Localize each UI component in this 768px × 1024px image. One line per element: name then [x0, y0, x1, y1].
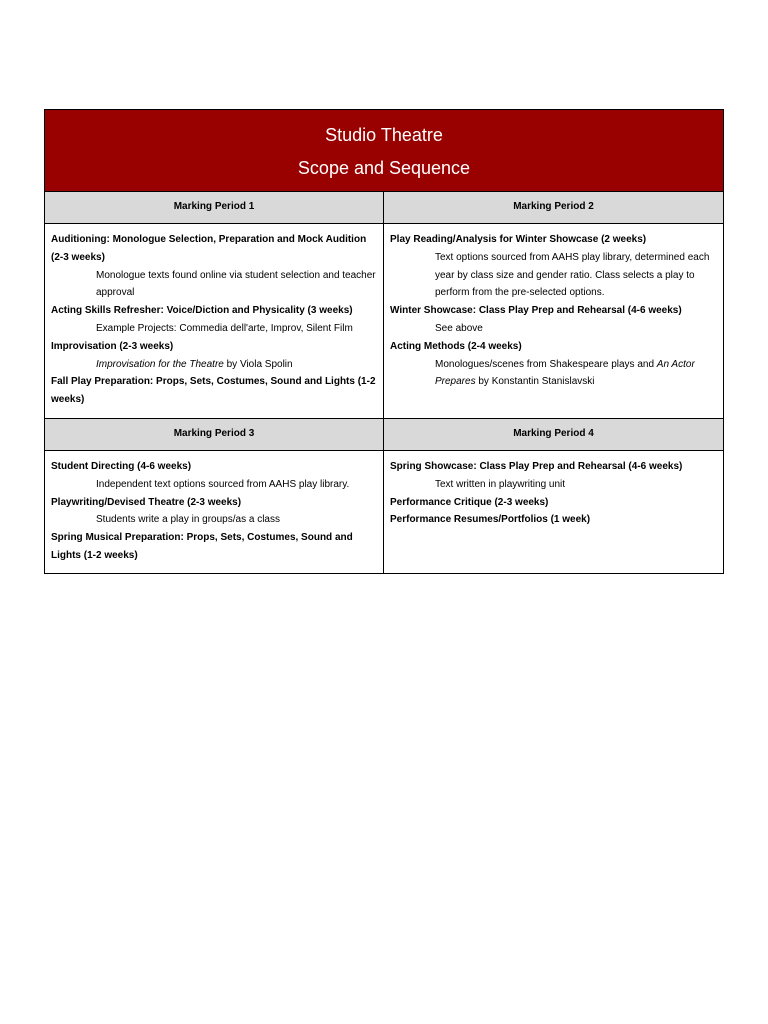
period-4-content [384, 451, 723, 573]
period-4-header: Marking Period 4 [384, 419, 723, 451]
topic-item: Spring Showcase: Class Play Prep and Rehearsal (4-6 weeks) [390, 461, 683, 472]
period-3-header: Marking Period 3 [45, 419, 384, 451]
detail-item: Text written in playwriting unit [435, 478, 566, 490]
topic-item: Acting Skills Refresher: Voice/Diction and Physicality (3 weeks) [51, 305, 353, 317]
book-title: An Actor Prepares [435, 358, 695, 388]
header-row-2 [45, 419, 723, 451]
book-title: Improvisation for the Theatre [96, 358, 224, 370]
topic-item: Performance Resumes/Portfolios (1 week) [390, 514, 591, 526]
topic-item: Student Directing (4-6 weeks) [51, 461, 192, 472]
period-3-content [45, 451, 384, 573]
detail-item: Students write a play in groups/as a class [96, 514, 280, 526]
topic-item: Acting Methods (2-4 weeks) [390, 340, 522, 352]
topic-item: Playwriting/Devised Theatre (2-3 weeks) [51, 496, 242, 508]
period-1-header: Marking Period 1 [45, 192, 384, 224]
topic-item: Auditioning: Monologue Selection, Preparation and Mock Audition (2-3 weeks) [51, 234, 367, 263]
detail-item: Independent text options sourced from AAHS play library. [96, 478, 350, 490]
period-1-content [45, 224, 384, 419]
detail-item [51, 356, 377, 374]
header-row-1 [45, 192, 723, 224]
topic-item: Performance Critique (2-3 weeks) [390, 496, 549, 508]
scope-sequence-table [44, 109, 724, 574]
topic-item: Play Reading/Analysis for Winter Showcase (2 weeks) [390, 234, 647, 245]
detail-item [390, 356, 717, 392]
topic-item: Winter Showcase: Class Play Prep and Rehearsal (4-6 weeks) [390, 305, 682, 317]
detail-item: See above [435, 322, 483, 334]
detail-item: Monologue texts found online via student selection and teacher approval [96, 269, 376, 299]
period-2-header: Marking Period 2 [384, 192, 723, 224]
document-subtitle: Scope and Sequence [297, 158, 471, 178]
book-author: by Konstantin Stanislavski [475, 376, 595, 388]
book-author: by Viola Spolin [223, 358, 293, 370]
content-row-2 [45, 451, 723, 573]
title-banner [45, 110, 723, 192]
topic-item: Fall Play Preparation: Props, Sets, Costumes, Sound and Lights (1-2 weeks) [51, 376, 376, 406]
topic-item: Spring Musical Preparation: Props, Sets, Costumes, Sound and Lights (1-2 weeks) [51, 532, 353, 561]
document-title: Studio Theatre [325, 125, 443, 145]
topic-item: Improvisation (2-3 weeks) [51, 340, 174, 352]
detail-item: Example Projects: Commedia dell'arte, Improv, Silent Film [96, 322, 353, 334]
period-2-content [384, 224, 723, 419]
detail-item: Text options sourced from AAHS play library, determined each year by class size and gender ratio. Class selects a play to perform from the pre-selected options. [435, 251, 710, 299]
detail-text: Monologues/scenes from Shakespeare plays and [435, 358, 657, 370]
content-row-1 [45, 224, 723, 419]
